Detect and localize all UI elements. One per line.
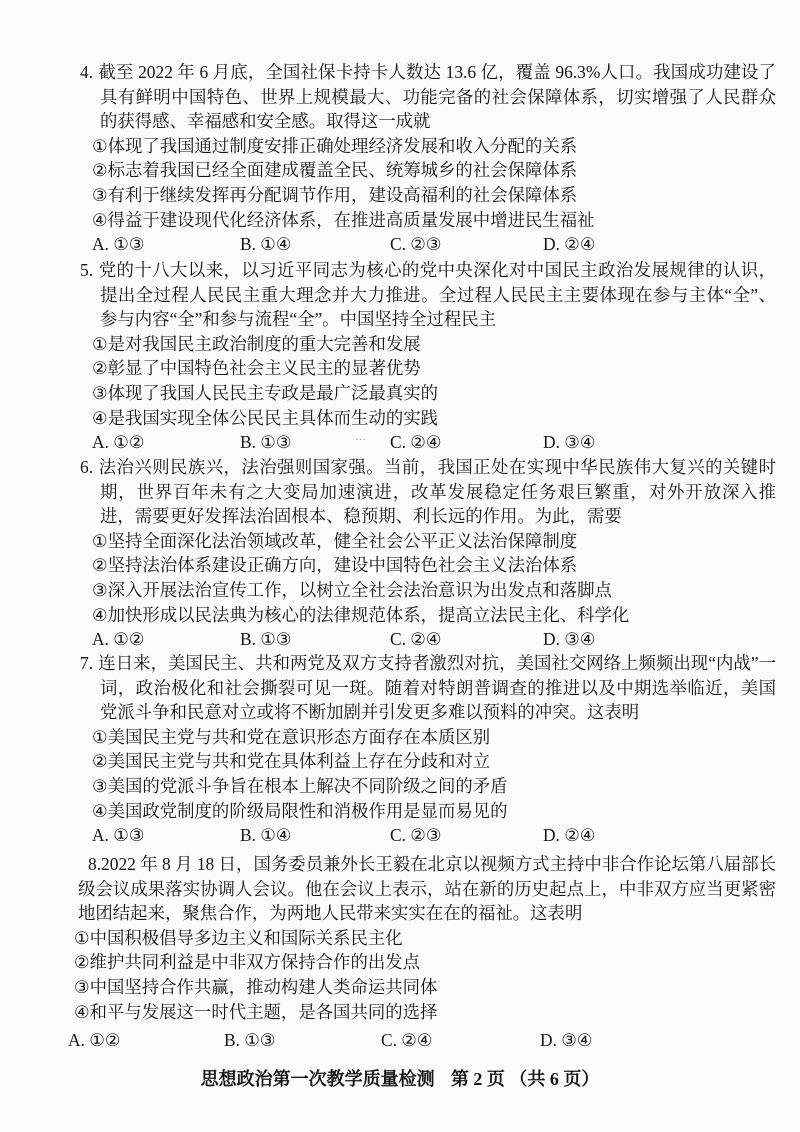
choice-c: C. ②④ <box>390 629 442 650</box>
question-8 <box>68 852 776 1053</box>
statement-2: ②标志着我国已经全面建成覆盖全民、统筹城乡的社会保障体系 <box>92 160 578 181</box>
choice-d: D. ③④ <box>543 629 596 650</box>
choice-d: D. ②④ <box>543 234 596 255</box>
question-5 <box>80 258 776 455</box>
statement-2: ②维护共同利益是中非双方保持合作的出发点 <box>74 952 421 973</box>
choice-d: D. ③④ <box>540 1030 593 1051</box>
question-stem <box>78 852 776 926</box>
choice-b: B. ①④ <box>240 234 292 255</box>
question-6 <box>80 455 776 652</box>
choice-b: B. ①④ <box>240 825 292 846</box>
statement-1: ①体现了我国通过制度安排正确处理经济发展和收入分配的关系 <box>92 135 578 156</box>
question-number: 7. <box>80 653 94 673</box>
statement-4: ④是我国实现全体公民民主具体而生动的实践 <box>92 407 439 428</box>
statement-3: ③中国坚持合作共赢，推动构建人类命运共同体 <box>74 976 438 997</box>
question-text: 连日来，美国民主、共和两党及双方支持者激烈对抗，美国社交网络上频频出现“内战”一词，政治极化和社会撕裂可见一斑。随着对特朗普调查的推进以及中期选举临近，美国党派斗争和民意对立或将不断加剧并引发更多难以预料的冲突。这表明 <box>98 653 776 723</box>
statement-1: ①美国民主党与共和党在意识形态方面存在本质区别 <box>92 726 491 747</box>
statement-1: ①中国积极倡导多边主义和国际关系民主化 <box>74 927 403 948</box>
choice-d: D. ②④ <box>543 825 596 846</box>
statement-4: ④和平与发展这一时代主题，是各国共同的选择 <box>74 1001 438 1022</box>
statement-2: ②彰显了中国特色社会主义民主的显著优势 <box>92 358 421 379</box>
statement-3: ③深入开展法治宣传工作，以树立全社会法治意识为出发点和落脚点 <box>92 579 612 600</box>
answer-choices <box>80 430 776 455</box>
question-7 <box>80 651 776 848</box>
question-text: 截至 2022 年 6 月底，全国社保卡持卡人数达 13.6 亿，覆盖 96.3%人口。我国成功建设了具有鲜明中国特色、世界上规模最大、功能完备的社会保障体系，切实增强了人民群众的获得感、幸福感和安全感。取得这一成就 <box>98 62 776 132</box>
question-text: 党的十八大以来，以习近平同志为核心的党中央深化对中国民主政治发展规律的认识，提出全过程人民民主重大理念并大力推进。全过程人民民主主要体现在参与主体“全”、参与内容“全”和参与流程“全”。中国坚持全过程民主 <box>98 260 776 330</box>
statement-1: ①坚持全面深化法治领域改革，健全社会公平正义法治保障制度 <box>92 530 578 551</box>
statement-2: ②坚持法治体系建设正确方向，建设中国特色社会主义法治体系 <box>92 555 578 576</box>
statement-3: ③美国的党派斗争旨在根本上解决不同阶级之间的矛盾 <box>92 775 508 796</box>
answer-choices <box>80 823 776 848</box>
choice-a: A. ①② <box>92 629 145 650</box>
choice-b: B. ①③ <box>240 432 292 453</box>
question-number: 8. <box>88 854 102 874</box>
question-stem <box>80 258 776 332</box>
choice-d: D. ③④ <box>543 432 596 453</box>
question-stem <box>80 651 776 725</box>
question-stem <box>80 455 776 529</box>
question-number: 5. <box>80 260 94 280</box>
answer-choices <box>80 627 776 652</box>
question-stem <box>80 60 776 134</box>
statement-4: ④美国政党制度的阶级局限性和消极作用是显而易见的 <box>92 800 508 821</box>
choice-c: C. ②④ <box>381 1030 433 1051</box>
question-number: 6. <box>80 457 94 477</box>
question-text: 2022 年 8 月 18 日，国务委员兼外长王毅在北京以视频方式主持中非合作论坛第八届部长级会议成果落实协调人会议。他在会议上表示，站在新的历史起点上，中非双方应当更紧密地团结起来，聚焦合作，为两地人民带来实实在在的福祉。这表明 <box>78 854 776 924</box>
choice-c: C. ②④ <box>390 432 442 453</box>
statement-4: ④得益于建设现代化经济体系，在推进高质量发展中增进民生福祉 <box>92 209 595 230</box>
statement-1: ①是对我国民主政治制度的重大完善和发展 <box>92 333 421 354</box>
choice-b: B. ①③ <box>224 1030 276 1051</box>
answer-choices <box>68 1028 776 1053</box>
choice-b: B. ①③ <box>240 629 292 650</box>
page-footer <box>0 1067 800 1091</box>
question-number: 4. <box>80 62 94 82</box>
statement-3: ③有利于继续发挥再分配调节作用，建设高福利的社会保障体系 <box>92 184 578 205</box>
statement-3: ③体现了我国人民民主专政是最广泛最真实的 <box>92 382 439 403</box>
answer-choices <box>80 232 776 257</box>
choice-c: C. ②③ <box>390 234 442 255</box>
question-text: 法治兴则民族兴，法治强则国家强。当前，我国正处在实现中华民族伟大复兴的关键时期，世界百年未有之大变局加速演进，改革发展稳定任务艰巨繁重，对外开放深入推进，需要更好发挥法治固根本、稳预期、利长远的作用。为此，需要 <box>98 457 776 527</box>
question-4 <box>80 60 776 257</box>
statement-4: ④加快形成以民法典为核心的法律规范体系，提高立法民主化、科学化 <box>92 604 630 625</box>
choice-a: A. ①② <box>68 1030 121 1051</box>
choice-a: A. ①③ <box>92 234 145 255</box>
scan-mark: ··· <box>355 434 366 447</box>
choice-a: A. ①③ <box>92 825 145 846</box>
statement-2: ②美国民主党与共和党在具体利益上存在分歧和对立 <box>92 751 491 772</box>
page-number: 第 2 页 （共 6 页） <box>450 1069 600 1089</box>
choice-c: C. ②③ <box>390 825 442 846</box>
choice-a: A. ①② <box>92 432 145 453</box>
exam-title: 思想政治第一次教学质量检测 <box>200 1069 435 1089</box>
